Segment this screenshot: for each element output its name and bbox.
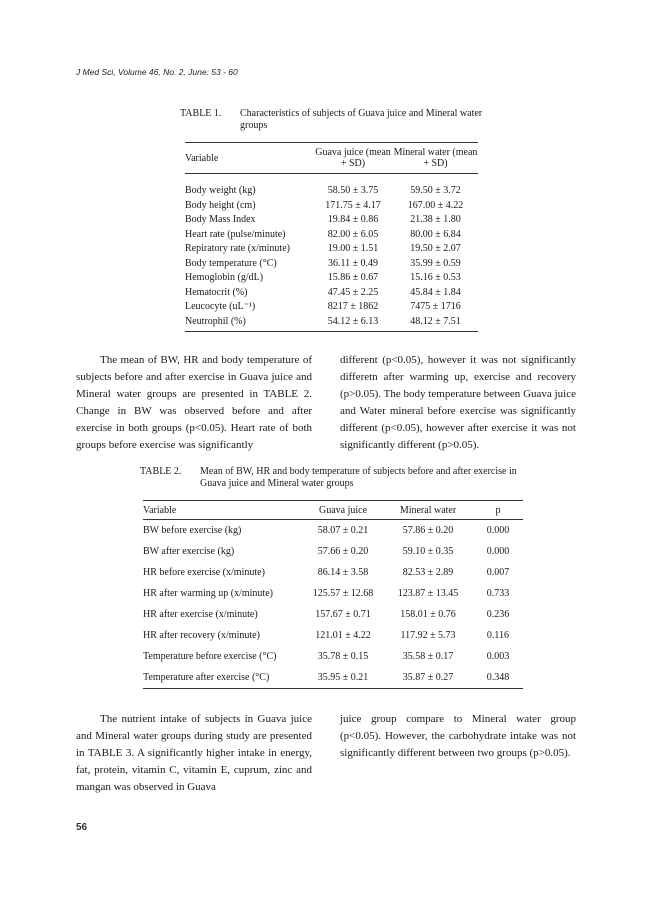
table-cell: 0.000: [486, 546, 510, 557]
table-cell: Body temperature (°C): [185, 257, 277, 269]
table2: [143, 500, 523, 689]
table-cell: 123.87 ± 13.45: [397, 588, 459, 599]
table-row: [185, 213, 478, 228]
table-cell: HR after recovery (x/minute): [143, 630, 260, 641]
table-cell: 80.00 ± 6.84: [410, 228, 461, 240]
table-cell: 57.86 ± 0.20: [402, 525, 454, 536]
table-cell: Body weight (kg): [185, 185, 256, 196]
table-row: [143, 625, 523, 646]
paragraph-left-2: [76, 711, 312, 796]
paragraph-right-2: [340, 711, 576, 762]
table-row: [143, 541, 523, 562]
paragraph-left-1: [76, 352, 312, 454]
table-cell: 58.50 ± 3.75: [327, 185, 379, 196]
table-cell: 59.10 ± 0.35: [402, 546, 454, 557]
table-row: [185, 242, 478, 257]
paragraph-text: The mean of BW, HR and body temperature of subjects before and after exercise in Guava juice and Mineral water groups are presented in TABLE 2. Change in BW was observed before and after exercise in both groups (p<0.05). Heart rate of both groups before exercise was significantly: [76, 354, 312, 451]
table-cell: 0.236: [486, 609, 510, 620]
table2-col-header: Mineral water: [383, 501, 473, 520]
table1-col-header: Variable: [185, 143, 313, 174]
table-cell: 35.99 ± 0.59: [410, 257, 461, 269]
table-cell: Body Mass Index: [185, 214, 256, 225]
table-row: [143, 604, 523, 625]
paragraph-text: different (p<0.05), however it was not significantly differetn after warming up, exercise and recovery (p>0.05). The body temperature between Guava juice and Water mineral before exercise was significantly different (p<0.05), however after exercise it was not significantly different (p>0.05).: [340, 354, 576, 451]
table-cell: 86.14 ± 3.58: [317, 567, 369, 578]
table2-col-header: Guava juice: [303, 501, 383, 520]
table1-header-row: [185, 143, 478, 174]
table-cell: HR after exercise (x/minute): [143, 609, 258, 620]
table-cell: 82.53 ± 2.89: [402, 567, 454, 578]
table-cell: HR after warming up (x/minute): [143, 588, 273, 599]
table-cell: 19.50 ± 2.07: [410, 243, 461, 254]
table-cell: 45.84 ± 1.84: [410, 286, 461, 298]
table-row: [143, 583, 523, 604]
table-cell: Neutrophil (%): [185, 315, 313, 332]
table1-col-header: Mineral water (mean + SD): [393, 143, 478, 174]
table-cell: 0.007: [486, 567, 510, 578]
table-cell: 0.733: [486, 588, 510, 599]
table-cell: Heart rate (pulse/minute): [185, 228, 286, 240]
table-cell: Repiratory rate (x/minute): [185, 243, 290, 254]
paragraph-text: The nutrient intake of subjects in Guava juice and Mineral water groups during study are presented in TABLE 3. A significantly higher intake in energy, fat, protein, vitamin C, vitamin E, cuprum, zinc and mangan was observed in Guava: [76, 713, 312, 793]
table-cell: 82.00 ± 6.05: [327, 228, 379, 240]
table-cell: 0.116: [486, 630, 510, 641]
table-row: [185, 271, 478, 286]
table-cell: Hematocrit (%): [185, 286, 248, 298]
table-row: [143, 667, 523, 689]
table-cell: 117.92 ± 5.73: [400, 630, 456, 641]
table-row: [185, 300, 478, 315]
table-cell: Temperature after exercise (°C): [143, 667, 303, 689]
table-cell: BW after exercise (kg): [143, 546, 235, 557]
table-cell: 47.45 ± 2.25: [327, 286, 379, 298]
table2-label: TABLE 2.: [140, 466, 182, 477]
table-row: [185, 199, 478, 214]
paragraph-right-1: [340, 352, 576, 454]
table-row: [185, 228, 478, 243]
paragraph-text: juice group compare to Mineral water group (p<0.05). However, the carbohydrate intake was not significantly different between two groups (p>0.05).: [340, 713, 576, 759]
table1-col-header: Guava juice (mean + SD): [313, 143, 393, 174]
table-row: [185, 286, 478, 301]
table-cell: Temperature before exercise (°C): [143, 651, 277, 662]
table-cell: 36.11 ± 0.49: [327, 257, 379, 269]
table-cell: Leucocyte (uL⁻¹): [185, 301, 256, 312]
table-cell: 35.58 ± 0.17: [402, 651, 454, 662]
table2-col-header: Variable: [143, 501, 303, 520]
table-cell: 35.78 ± 0.15: [317, 651, 369, 662]
table-cell: 15.16 ± 0.53: [410, 272, 461, 283]
table2-col-header: p: [473, 501, 523, 520]
table2-caption-text: Mean of BW, HR and body temperature of subjects before and after exercise in Guava juice and Mineral water groups: [200, 466, 517, 489]
table1-caption-text: Characteristics of subjects of Guava juice and Mineral water groups: [240, 108, 483, 131]
table-cell: BW before exercise (kg): [143, 525, 242, 536]
table-cell: 35.87 ± 0.27: [383, 667, 473, 689]
table-row: [185, 315, 478, 332]
table-cell: 58.07 ± 0.21: [317, 525, 369, 536]
journal-header: J Med Sci, Volume 46, No. 2, June: 53 - 60: [76, 67, 238, 77]
table-cell: 19.00 ± 1.51: [327, 243, 379, 254]
table-cell: 0.348: [473, 667, 523, 689]
table2-header-row: [143, 501, 523, 520]
table-cell: Body height (cm): [185, 199, 256, 211]
table-cell: 35.95 ± 0.21: [303, 667, 383, 689]
table-cell: HR before exercise (x/minute): [143, 567, 265, 578]
table-cell: 167.00 ± 4.22: [407, 199, 464, 211]
table-cell: 57.66 ± 0.20: [317, 546, 369, 557]
table2-caption: [140, 466, 535, 492]
table-cell: 48.12 ± 7.51: [393, 315, 478, 332]
table1: [185, 142, 478, 332]
table-cell: 8217 ± 1862: [327, 301, 379, 312]
table-cell: 54.12 ± 6.13: [313, 315, 393, 332]
table-cell: 121.01 ± 4.22: [315, 630, 371, 641]
table-cell: 125.57 ± 12.68: [312, 588, 374, 599]
table-row: [185, 174, 478, 199]
table-cell: 171.75 ± 4.17: [325, 199, 381, 211]
table-cell: 0.003: [486, 651, 510, 662]
table-cell: Hemoglobin (g/dL): [185, 272, 264, 283]
page-number: 56: [76, 822, 88, 833]
table-cell: 7475 ± 1716: [410, 301, 461, 312]
table-cell: 157.67 ± 0.71: [315, 609, 371, 620]
table-row: [143, 646, 523, 667]
table-cell: 0.000: [486, 525, 510, 536]
table-cell: 19.84 ± 0.86: [327, 214, 379, 225]
table-row: [185, 257, 478, 272]
table1-label: TABLE 1.: [180, 108, 222, 119]
table-cell: 59.50 ± 3.72: [410, 185, 461, 196]
table-cell: 21.38 ± 1.80: [410, 214, 461, 225]
table1-caption: [180, 108, 500, 134]
table-row: [143, 562, 523, 583]
table-cell: 15.86 ± 0.67: [327, 272, 379, 283]
table-row: [143, 520, 523, 542]
table-cell: 158.01 ± 0.76: [400, 609, 456, 620]
